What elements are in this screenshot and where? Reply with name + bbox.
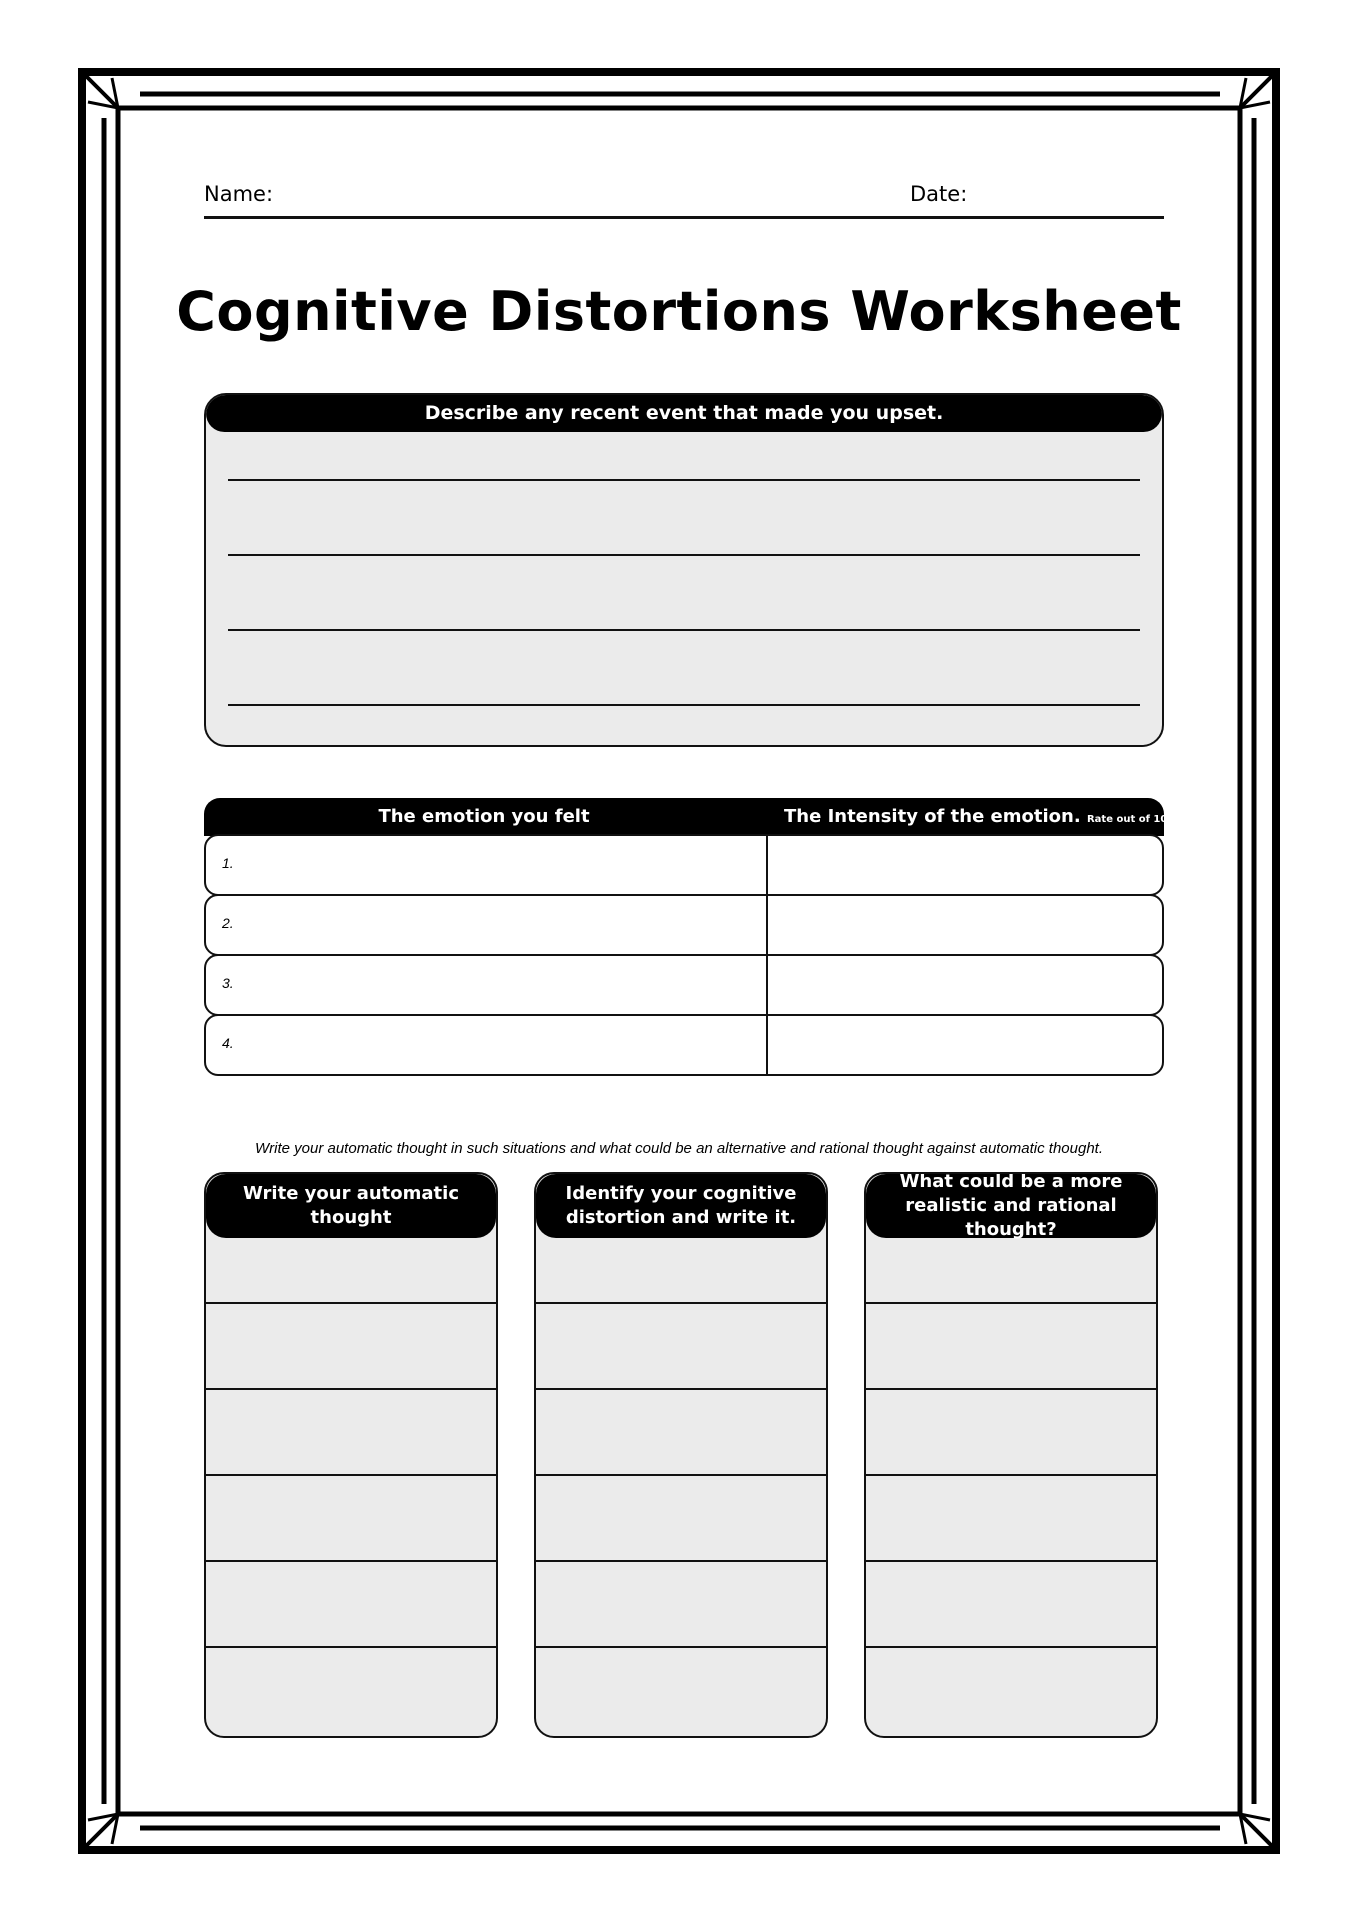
row-line: [536, 1646, 826, 1648]
row-line: [536, 1474, 826, 1476]
writing-line: [228, 479, 1140, 481]
row-line: [536, 1388, 826, 1390]
writing-line: [228, 554, 1140, 556]
date-label: Date:: [910, 182, 968, 206]
intensity-rate-note: Rate out of 100: [1086, 814, 1175, 825]
page-title: Cognitive Distortions Worksheet: [176, 280, 1182, 343]
event-prompt-header: Describe any recent event that made you upset.: [206, 395, 1162, 432]
row-line: [536, 1560, 826, 1562]
intensity-header-text: The Intensity of the emotion.: [784, 806, 1081, 827]
emotion-row[interactable]: [204, 1014, 1164, 1076]
row-line: [536, 1302, 826, 1304]
automatic-thought-header: Write your automatic thought: [206, 1174, 496, 1238]
writing-line: [228, 629, 1140, 631]
rational-thought-column[interactable]: [864, 1172, 1158, 1738]
rational-thought-header: What could be a more realistic and rational thought?: [866, 1174, 1156, 1238]
row-line: [866, 1560, 1156, 1562]
cognitive-distortion-header: Identify your cognitive distortion and write it.: [536, 1174, 826, 1238]
row-line: [866, 1302, 1156, 1304]
emotion-row[interactable]: [204, 834, 1164, 896]
instruction-text: Write your automatic thought in such situations and what could be an alternative and rational thought against automatic thought.: [254, 1140, 1104, 1157]
row-line: [206, 1646, 496, 1648]
row-number: 3.: [222, 975, 234, 991]
column-divider: [766, 1014, 768, 1076]
intensity-column-header: [784, 798, 1174, 839]
row-number: 1.: [222, 855, 234, 871]
emotion-column-header: The emotion you felt: [378, 806, 590, 827]
row-line: [866, 1388, 1156, 1390]
column-divider: [766, 954, 768, 1016]
cognitive-distortion-column[interactable]: [534, 1172, 828, 1738]
column-divider: [766, 834, 768, 896]
emotion-table-header: [204, 798, 1175, 836]
row-number: 4.: [222, 1035, 234, 1051]
row-line: [206, 1302, 496, 1304]
name-label: Name:: [204, 182, 274, 206]
column-divider: [766, 894, 768, 956]
row-line: [206, 1474, 496, 1476]
row-number: 2.: [222, 915, 234, 931]
emotion-row[interactable]: [204, 954, 1164, 1016]
automatic-thought-column[interactable]: [204, 1172, 498, 1738]
row-line: [866, 1646, 1156, 1648]
emotion-row[interactable]: [204, 894, 1164, 956]
row-line: [866, 1474, 1156, 1476]
event-description-box[interactable]: [204, 393, 1164, 747]
row-line: [206, 1388, 496, 1390]
name-date-row: [204, 180, 1164, 219]
writing-line: [228, 704, 1140, 706]
row-line: [206, 1560, 496, 1562]
